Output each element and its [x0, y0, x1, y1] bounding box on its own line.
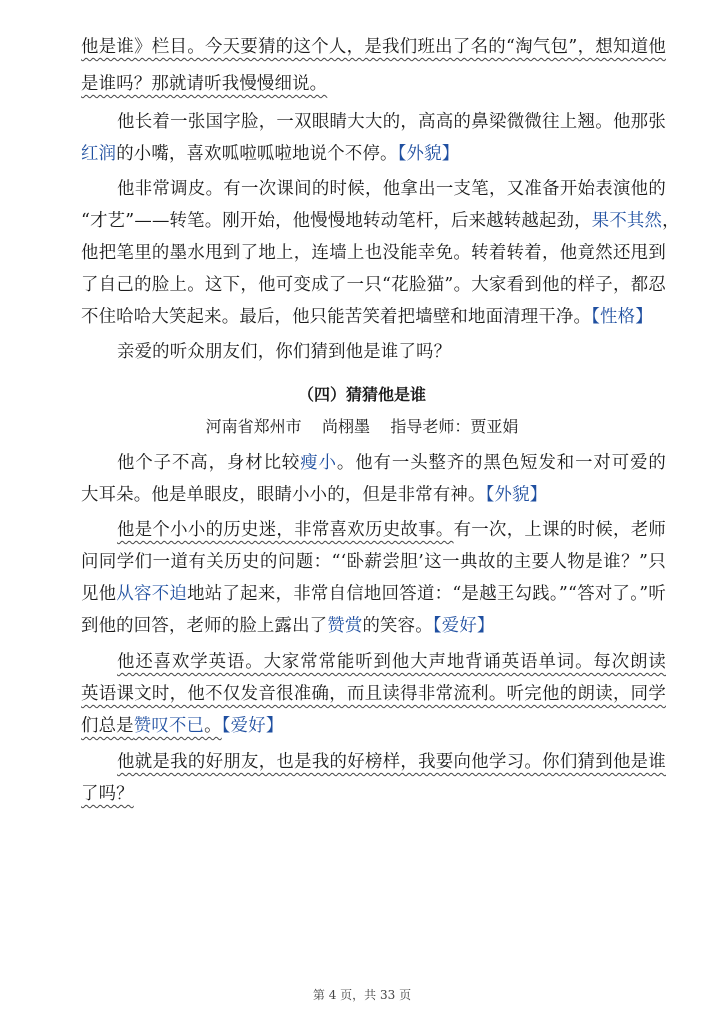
story4-p3-line3-text: 们总是 — [81, 716, 134, 736]
story4-p3-line3-end: 。 — [204, 716, 222, 736]
story3-p3-line1: 他非常调皮。有一次课间的时候，他拿出一支笔，又准备开始表演他的 — [117, 179, 666, 199]
story4-p4-line2-text: 了吗？ — [81, 784, 134, 804]
story3-p3-line5 — [81, 305, 666, 329]
annotation-tag: 【性格】 — [591, 307, 653, 327]
highlight-word: 果不其然 — [591, 211, 663, 231]
story3-p3-line3: 他把笔里的墨水甩到了地上，连墙上也没能幸免。转着转着，他竟然还甩到 — [81, 243, 666, 263]
story4-p2-line1-underlined: 他是个小小的历史迷，非常喜欢历史故事。 — [117, 520, 454, 540]
annotation-tag: 【外貌】 — [485, 485, 548, 505]
story4-p2-line3-rest: 地站了起来，非常自信地回答道：“是越王勾践。”“答对了。”听 — [187, 584, 666, 604]
story4-p2-line3-text: 见他 — [81, 584, 117, 604]
story3-p3-line2-text: “才艺”——转笔。刚开始，他慢慢地转动笔杆，后来越转越起劲， — [81, 211, 592, 231]
story4-p2-line1-rest: 有一次，上课的时候，老师 — [453, 520, 666, 540]
page-footer: 第 4 页，共 33 页 — [312, 988, 412, 1002]
story4-p4-line1: 他就是我的好朋友，也是我的好榜样，我要向他学习。你们猜到他是谁 — [117, 752, 666, 772]
story3-p1-line2-text: 是谁吗？那就请听我慢慢细说。 — [81, 74, 328, 94]
story3-p2-line1: 他长着一张国字脸，一双眼睛大大的，高高的鼻梁微微往上翘。他那张 — [117, 112, 666, 132]
annotation-tag: 【爱好】 — [432, 616, 495, 636]
story4-p1-line1-text: 他个子不高，身材比较 — [117, 453, 301, 473]
story4-p1-line2-text: 大耳朵。他是单眼皮，眼睛小小的，但是非常有神。 — [81, 485, 486, 505]
story3-p4: 亲爱的听众朋友们，你们猜到他是谁了吗？ — [117, 342, 452, 362]
highlight-word: 瘦小 — [300, 453, 337, 473]
author-name: 尚栩墨 — [321, 417, 370, 436]
story4-p3-line3-underlined — [81, 716, 222, 736]
annotation-tag: 【外貌】 — [397, 144, 460, 164]
story4-p2-line2: 问同学们一道有关历史的问题：“‘卧薪尝胆’这一典故的主要人物是谁？”只 — [81, 552, 666, 572]
story4-p2-line4-text: 到他的回答，老师的脸上露出了 — [81, 616, 328, 636]
highlight-word: 赞叹不已 — [133, 716, 205, 736]
story4-p2-line3 — [81, 582, 666, 606]
story3-p1-line2 — [81, 72, 666, 96]
story4-p1-line1-rest: 。他有一头整齐的黑色短发和一对可爱的 — [336, 453, 666, 473]
author-location: 河南省郑州市 — [205, 417, 302, 436]
story4-p2-line4-rest: 的笑容。 — [362, 616, 433, 636]
story4-p1-line1 — [117, 451, 666, 475]
story3-p3-line5-text: 不住哈哈大笑起来。最后，他只能苦笑着把墙壁和地面清理干净。 — [81, 307, 592, 327]
story3-p1-line1: 他是谁》栏目。今天要猜的这个人，是我们班出了名的“淘气包”，想知道他 — [81, 37, 666, 57]
story4-p3-line1: 他还喜欢学英语。大家常常能听到他大声地背诵英语单词。每次朗读 — [117, 652, 666, 672]
highlight-word: 赞赏 — [327, 616, 363, 636]
annotation-tag: 【爱好】 — [221, 716, 284, 736]
story3-p2-line2-text: 的小嘴，喜欢呱啦呱啦地说个不停。 — [116, 144, 398, 164]
story4-p3-line2: 英语课文时，他不仅发音很准确，而且读得非常流利。听完他的朗读，同学 — [81, 684, 666, 704]
highlight-word: 红润 — [81, 144, 117, 164]
story4-title: （四）猜猜他是谁 — [297, 385, 426, 404]
story4-p3-line3 — [81, 714, 666, 738]
teacher-name: 指导老师：贾亚娟 — [390, 417, 519, 436]
highlight-word: 从容不迫 — [116, 584, 188, 604]
story4-p2-line4 — [81, 614, 666, 638]
story4-p2-line1 — [117, 518, 666, 542]
story4-byline — [0, 416, 724, 438]
story3-p3-line4: 了自己的脸上。这下，他可变成了一只“花脸猫”。大家看到他的样子，都忍 — [81, 275, 666, 295]
story3-p3-line2 — [81, 209, 680, 233]
story4-p4-line2 — [81, 782, 666, 806]
story4-p1-line2 — [81, 483, 666, 507]
story3-p2-line2 — [81, 142, 666, 166]
story3-p3-line2-end: ， — [662, 211, 680, 231]
